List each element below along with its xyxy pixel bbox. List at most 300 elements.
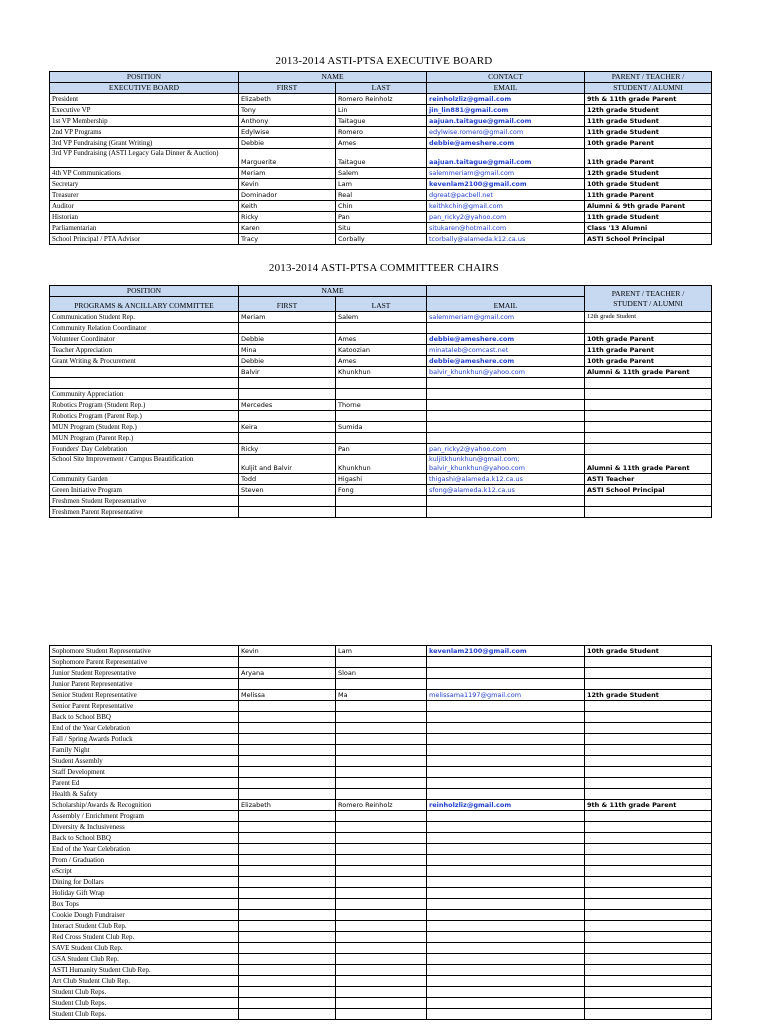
role-cell bbox=[585, 877, 712, 888]
role-cell bbox=[585, 811, 712, 822]
table-row bbox=[50, 485, 712, 496]
position-cell: Back to School BBQ bbox=[50, 833, 239, 844]
first-name-cell: Todd bbox=[239, 474, 336, 485]
header-last: LAST bbox=[336, 297, 427, 312]
email-line[interactable]: balvir_khunkhun@yahoo.com bbox=[429, 464, 525, 472]
last-name-cell bbox=[336, 943, 427, 954]
first-name-cell bbox=[239, 712, 336, 723]
first-name-cell bbox=[239, 389, 336, 400]
email-cell bbox=[427, 954, 585, 965]
position-cell: Back to School BBQ bbox=[50, 712, 239, 723]
role-cell bbox=[585, 679, 712, 690]
last-name-cell bbox=[336, 822, 427, 833]
position-cell: Senior Parent Representative bbox=[50, 701, 239, 712]
first-name-cell bbox=[239, 987, 336, 998]
email-cell bbox=[427, 844, 585, 855]
email-cell bbox=[427, 745, 585, 756]
email-cell bbox=[427, 422, 585, 433]
table-row bbox=[50, 690, 712, 701]
position-cell: Diversity & Inclusiveness bbox=[50, 822, 239, 833]
first-name-cell bbox=[239, 910, 336, 921]
first-name-cell bbox=[239, 998, 336, 1009]
last-name-cell bbox=[336, 712, 427, 723]
table-row bbox=[50, 701, 712, 712]
table-row bbox=[50, 455, 712, 474]
first-name-cell: Mina bbox=[239, 345, 336, 356]
position-cell: Parliamentarian bbox=[50, 223, 239, 234]
email-cell bbox=[427, 855, 585, 866]
email-cell[interactable]: tcorbally@alameda.k12.ca.us bbox=[427, 234, 585, 245]
committee-chairs-continued-table bbox=[49, 645, 712, 1020]
email-cell bbox=[427, 932, 585, 943]
email-cell bbox=[427, 507, 585, 518]
email-cell bbox=[427, 987, 585, 998]
last-name-cell: Fong bbox=[336, 485, 427, 496]
first-name-cell bbox=[239, 811, 336, 822]
table-row bbox=[50, 94, 712, 105]
first-name-cell bbox=[239, 378, 336, 389]
role-cell: ASTI Teacher bbox=[585, 474, 712, 485]
table-row bbox=[50, 127, 712, 138]
first-name-cell bbox=[239, 679, 336, 690]
email-cell bbox=[427, 888, 585, 899]
table-row bbox=[50, 474, 712, 485]
position-cell: Student Club Reps. bbox=[50, 998, 239, 1009]
email-cell[interactable]: salemmeriam@gmail.com bbox=[427, 312, 585, 323]
first-name-cell: Anthony bbox=[239, 116, 336, 127]
position-cell: Assembly / Enrichment Program bbox=[50, 811, 239, 822]
role-cell bbox=[585, 998, 712, 1009]
role-cell: 11th grade Student bbox=[585, 127, 712, 138]
last-name-cell: Khunkhun bbox=[336, 455, 427, 474]
position-cell: Junior Parent Representative bbox=[50, 679, 239, 690]
position-cell: Green Initiative Program bbox=[50, 485, 239, 496]
email-line[interactable]: kuljitkhunkhun@gmail.com; bbox=[429, 455, 520, 463]
email-cell[interactable]: debbie@ameshere.com bbox=[427, 334, 585, 345]
role-cell bbox=[585, 496, 712, 507]
email-cell[interactable]: keithkchin@gmail.com bbox=[427, 201, 585, 212]
position-cell: Holiday Gift Wrap bbox=[50, 888, 239, 899]
role-cell bbox=[585, 756, 712, 767]
last-name-cell: Katoozian bbox=[336, 345, 427, 356]
first-name-cell: Mercedes bbox=[239, 400, 336, 411]
table-row bbox=[50, 1009, 712, 1020]
table-row bbox=[50, 422, 712, 433]
first-name-cell bbox=[239, 756, 336, 767]
role-cell bbox=[585, 323, 712, 334]
table-row bbox=[50, 201, 712, 212]
role-cell bbox=[585, 767, 712, 778]
email-cell[interactable]: dgreat@pacbell.net bbox=[427, 190, 585, 201]
table-row bbox=[50, 334, 712, 345]
first-name-cell: Karen bbox=[239, 223, 336, 234]
header-email: EMAIL bbox=[427, 83, 585, 94]
role-cell bbox=[585, 954, 712, 965]
email-cell[interactable]: kevenlam2100@gmail.com bbox=[427, 179, 585, 190]
last-name-cell bbox=[336, 679, 427, 690]
table-row bbox=[50, 976, 712, 987]
last-name-cell: Ames bbox=[336, 138, 427, 149]
first-name-cell: Tracy bbox=[239, 234, 336, 245]
table-row bbox=[50, 679, 712, 690]
position-cell: 3rd VP Fundraising (ASTI Legacy Gala Dinner & Auction) bbox=[50, 149, 239, 168]
executive-board-table bbox=[49, 71, 712, 245]
email-cell bbox=[427, 668, 585, 679]
email-cell[interactable]: aajuan.taitague@gmail.com bbox=[427, 149, 585, 168]
position-cell: Sophomore Parent Representative bbox=[50, 657, 239, 668]
last-name-cell bbox=[336, 921, 427, 932]
role-cell: Alumni & 9th grade Parent bbox=[585, 201, 712, 212]
last-name-cell: Chin bbox=[336, 201, 427, 212]
email-cell bbox=[427, 712, 585, 723]
role-cell bbox=[585, 855, 712, 866]
email-cell bbox=[427, 767, 585, 778]
first-name-cell bbox=[239, 657, 336, 668]
role-cell: 9th & 11th grade Parent bbox=[585, 94, 712, 105]
first-name-cell bbox=[239, 943, 336, 954]
position-cell: Sophomore Student Representative bbox=[50, 646, 239, 657]
role-cell bbox=[585, 976, 712, 987]
role-cell bbox=[585, 378, 712, 389]
first-name-cell: Melissa bbox=[239, 690, 336, 701]
role-cell: Class '13 Alumni bbox=[585, 223, 712, 234]
first-name-cell: Balvir bbox=[239, 367, 336, 378]
first-name-cell bbox=[239, 833, 336, 844]
first-name-cell: Meriam bbox=[239, 312, 336, 323]
last-name-cell bbox=[336, 433, 427, 444]
email-cell bbox=[427, 965, 585, 976]
last-name-cell: Romero Reinholz bbox=[336, 800, 427, 811]
role-cell: 12th grade Student bbox=[585, 105, 712, 116]
last-name-cell: Sumida bbox=[336, 422, 427, 433]
position-cell: 1st VP Membership bbox=[50, 116, 239, 127]
first-name-cell: Debbie bbox=[239, 334, 336, 345]
last-name-cell: Situ bbox=[336, 223, 427, 234]
email-cell[interactable]: aajuan.taitague@gmail.com bbox=[427, 116, 585, 127]
table-row bbox=[50, 789, 712, 800]
first-name-cell: Kevin bbox=[239, 646, 336, 657]
last-name-cell bbox=[336, 954, 427, 965]
first-name-cell bbox=[239, 323, 336, 334]
first-name-cell bbox=[239, 411, 336, 422]
role-cell bbox=[585, 745, 712, 756]
role-cell bbox=[585, 789, 712, 800]
email-cell bbox=[427, 679, 585, 690]
header-position: POSITION bbox=[50, 72, 239, 83]
email-cell[interactable]: reinholzliz@gmail.com bbox=[427, 800, 585, 811]
table-row bbox=[50, 646, 712, 657]
last-name-cell: Salem bbox=[336, 168, 427, 179]
table-row bbox=[50, 323, 712, 334]
table-row bbox=[50, 954, 712, 965]
email-cell[interactable]: pan_ricky2@yahoo.com bbox=[427, 444, 585, 455]
table-row bbox=[50, 356, 712, 367]
email-cell[interactable]: minataleb@comcast.net bbox=[427, 345, 585, 356]
role-cell bbox=[585, 987, 712, 998]
last-name-cell: Lam bbox=[336, 179, 427, 190]
position-cell: Secretary bbox=[50, 179, 239, 190]
email-cell[interactable]: balvir_khunkhun@yahoo.com bbox=[427, 367, 585, 378]
role-cell bbox=[585, 888, 712, 899]
email-cell[interactable]: debbie@ameshere.com bbox=[427, 356, 585, 367]
position-cell: Teacher Appreciation bbox=[50, 345, 239, 356]
table-row bbox=[50, 965, 712, 976]
table-row bbox=[50, 767, 712, 778]
position-cell: Founders' Day Celebration bbox=[50, 444, 239, 455]
role-cell bbox=[585, 400, 712, 411]
first-name-cell: Kuljit and Balvir bbox=[239, 455, 336, 474]
position-cell: Treasurer bbox=[50, 190, 239, 201]
email-cell bbox=[427, 833, 585, 844]
table-row bbox=[50, 987, 712, 998]
role-cell: 9th & 11th grade Parent bbox=[585, 800, 712, 811]
first-name-cell bbox=[239, 899, 336, 910]
last-name-cell bbox=[336, 976, 427, 987]
position-cell: Robotics Program (Parent Rep.) bbox=[50, 411, 239, 422]
role-cell: 10th grade Parent bbox=[585, 138, 712, 149]
table-row bbox=[50, 899, 712, 910]
first-name-cell: Elizabeth bbox=[239, 800, 336, 811]
last-name-cell: Sloan bbox=[336, 668, 427, 679]
first-name-cell: Debbie bbox=[239, 138, 336, 149]
table-row bbox=[50, 411, 712, 422]
email-cell[interactable]: pan_ricky2@yahoo.com bbox=[427, 212, 585, 223]
last-name-cell bbox=[336, 507, 427, 518]
first-name-cell: Ricky bbox=[239, 212, 336, 223]
first-name-cell bbox=[239, 932, 336, 943]
committee-chairs-title: 2013-2014 ASTI-PTSA COMMITTEER CHAIRS bbox=[268, 262, 500, 274]
role-cell: 10th grade Student bbox=[585, 646, 712, 657]
last-name-cell bbox=[336, 965, 427, 976]
header-name: NAME bbox=[239, 286, 427, 297]
position-cell: Community Relation Coordinator bbox=[50, 323, 239, 334]
position-cell: Junior Student Representative bbox=[50, 668, 239, 679]
first-name-cell: Keira bbox=[239, 422, 336, 433]
last-name-cell: Ames bbox=[336, 356, 427, 367]
position-cell: Staff Development bbox=[50, 767, 239, 778]
table-row bbox=[50, 168, 712, 179]
first-name-cell: Dominador bbox=[239, 190, 336, 201]
role-cell: 10th grade Parent bbox=[585, 334, 712, 345]
first-name-cell bbox=[239, 701, 336, 712]
table-row bbox=[50, 745, 712, 756]
role-cell bbox=[585, 668, 712, 679]
position-cell: 2nd VP Programs bbox=[50, 127, 239, 138]
last-name-cell: Taitague bbox=[336, 116, 427, 127]
table-row bbox=[50, 811, 712, 822]
first-name-cell bbox=[239, 844, 336, 855]
last-name-cell: Real bbox=[336, 190, 427, 201]
last-name-cell bbox=[336, 855, 427, 866]
first-name-cell bbox=[239, 888, 336, 899]
position-cell: Freshmen Parent Representative bbox=[50, 507, 239, 518]
first-name-cell bbox=[239, 877, 336, 888]
email-cell[interactable]: reinholzliz@gmail.com bbox=[427, 94, 585, 105]
last-name-cell bbox=[336, 899, 427, 910]
position-cell: Student Assembly bbox=[50, 756, 239, 767]
position-cell: ASTI Humanity Student Club Rep. bbox=[50, 965, 239, 976]
email-cell[interactable]: kevenlam2100@gmail.com bbox=[427, 646, 585, 657]
position-cell: Executive VP bbox=[50, 105, 239, 116]
first-name-cell: Aryana bbox=[239, 668, 336, 679]
last-name-cell: Taitague bbox=[336, 149, 427, 168]
role-cell: 11th grade Parent bbox=[585, 190, 712, 201]
position-cell: Scholarship/Awards & Recognition bbox=[50, 800, 239, 811]
table-row bbox=[50, 190, 712, 201]
role-cell: ASTI School Principal bbox=[585, 234, 712, 245]
table-row bbox=[50, 657, 712, 668]
email-cell[interactable]: edylwise.romero@gmail.com bbox=[427, 127, 585, 138]
table-row bbox=[50, 345, 712, 356]
role-cell bbox=[585, 1009, 712, 1020]
header-position: POSITION bbox=[50, 286, 239, 297]
table-row bbox=[50, 378, 712, 389]
first-name-cell: Marguerite bbox=[239, 149, 336, 168]
position-cell: Interact Student Club Rep. bbox=[50, 921, 239, 932]
table-row bbox=[50, 234, 712, 245]
table-row bbox=[50, 116, 712, 127]
first-name-cell bbox=[239, 745, 336, 756]
position-cell: President bbox=[50, 94, 239, 105]
table-row bbox=[50, 888, 712, 899]
last-name-cell bbox=[336, 723, 427, 734]
table-row bbox=[50, 223, 712, 234]
email-cell[interactable]: debbie@ameshere.com bbox=[427, 138, 585, 149]
last-name-cell: Corbally bbox=[336, 234, 427, 245]
first-name-cell bbox=[239, 822, 336, 833]
last-name-cell bbox=[336, 1009, 427, 1020]
last-name-cell bbox=[336, 378, 427, 389]
last-name-cell: Thorne bbox=[336, 400, 427, 411]
last-name-cell bbox=[336, 877, 427, 888]
email-cell bbox=[427, 976, 585, 987]
position-cell: Auditor bbox=[50, 201, 239, 212]
first-name-cell bbox=[239, 433, 336, 444]
role-cell bbox=[585, 422, 712, 433]
last-name-cell: Pan bbox=[336, 444, 427, 455]
position-cell: MUN Program (Student Rep.) bbox=[50, 422, 239, 433]
table-row bbox=[50, 507, 712, 518]
email-cell bbox=[427, 943, 585, 954]
last-name-cell bbox=[336, 767, 427, 778]
position-cell: End of the Year Celebration bbox=[50, 723, 239, 734]
role-cell: 11th grade Parent bbox=[585, 149, 712, 168]
table-row bbox=[50, 734, 712, 745]
table-row bbox=[50, 496, 712, 507]
first-name-cell: Kevin bbox=[239, 179, 336, 190]
first-name-cell bbox=[239, 507, 336, 518]
last-name-cell bbox=[336, 778, 427, 789]
position-cell: Volunteer Coordinator bbox=[50, 334, 239, 345]
role-cell bbox=[585, 932, 712, 943]
position-cell: School Site Improvement / Campus Beautification bbox=[50, 455, 239, 474]
last-name-cell: Higashi bbox=[336, 474, 427, 485]
table-row bbox=[50, 312, 712, 323]
last-name-cell: Ma bbox=[336, 690, 427, 701]
email-cell bbox=[427, 789, 585, 800]
header-first: FIRST bbox=[239, 83, 336, 94]
first-name-cell bbox=[239, 767, 336, 778]
position-cell: Cookie Dough Fundraiser bbox=[50, 910, 239, 921]
email-cell bbox=[427, 323, 585, 334]
header-parent-line2: STUDENT / ALUMNI bbox=[613, 298, 683, 308]
email-cell bbox=[427, 734, 585, 745]
role-cell bbox=[585, 833, 712, 844]
email-cell[interactable]: thigashi@alameda.k12.ca.us bbox=[427, 474, 585, 485]
position-cell bbox=[50, 367, 239, 378]
last-name-cell bbox=[336, 323, 427, 334]
table-row bbox=[50, 756, 712, 767]
table-row bbox=[50, 138, 712, 149]
header-executive-board: EXECUTIVE BOARD bbox=[50, 83, 239, 94]
role-cell: 10th grade Parent bbox=[585, 356, 712, 367]
position-cell: Freshmen Student Representative bbox=[50, 496, 239, 507]
role-cell bbox=[585, 778, 712, 789]
last-name-cell: Khunkhun bbox=[336, 367, 427, 378]
position-cell: eScript bbox=[50, 866, 239, 877]
last-name-cell bbox=[336, 910, 427, 921]
email-cell[interactable] bbox=[427, 455, 585, 474]
email-cell bbox=[427, 756, 585, 767]
email-cell[interactable]: jin_lin881@gmail.com bbox=[427, 105, 585, 116]
email-cell bbox=[427, 866, 585, 877]
role-cell bbox=[585, 657, 712, 668]
table-row bbox=[50, 932, 712, 943]
table-row bbox=[50, 433, 712, 444]
role-cell bbox=[585, 411, 712, 422]
role-cell: 11th grade Student bbox=[585, 116, 712, 127]
role-cell bbox=[585, 723, 712, 734]
email-cell[interactable]: sfong@alameda.k12.ca.us bbox=[427, 485, 585, 496]
email-cell[interactable]: situkaren@hotmail.com bbox=[427, 223, 585, 234]
email-cell[interactable]: salemmeriam@gmail.com bbox=[427, 168, 585, 179]
position-cell: Art Club Student Club Rep. bbox=[50, 976, 239, 987]
table-row bbox=[50, 444, 712, 455]
first-name-cell bbox=[239, 789, 336, 800]
email-cell bbox=[427, 998, 585, 1009]
position-cell: Red Cross Student Club Rep. bbox=[50, 932, 239, 943]
role-cell bbox=[585, 921, 712, 932]
first-name-cell bbox=[239, 976, 336, 987]
email-cell bbox=[427, 389, 585, 400]
table-row bbox=[50, 212, 712, 223]
first-name-cell bbox=[239, 1009, 336, 1020]
role-cell: 12th grade Student bbox=[585, 168, 712, 179]
table-row bbox=[50, 800, 712, 811]
position-cell: Robotics Program (Student Rep.) bbox=[50, 400, 239, 411]
header-parent-line1: PARENT / TEACHER / bbox=[611, 288, 685, 298]
position-cell: 4th VP Communications bbox=[50, 168, 239, 179]
table-row bbox=[50, 943, 712, 954]
last-name-cell bbox=[336, 888, 427, 899]
table-row bbox=[50, 822, 712, 833]
role-cell: ASTI School Principal bbox=[585, 485, 712, 496]
header-student-alumni: STUDENT / ALUMNI bbox=[585, 83, 712, 94]
position-cell: SAVE Student Club Rep. bbox=[50, 943, 239, 954]
first-name-cell bbox=[239, 954, 336, 965]
first-name-cell: Ricky bbox=[239, 444, 336, 455]
email-cell[interactable]: melissama1197@gmail.com bbox=[427, 690, 585, 701]
last-name-cell: Lin bbox=[336, 105, 427, 116]
last-name-cell bbox=[336, 811, 427, 822]
header-blank bbox=[427, 286, 585, 297]
last-name-cell bbox=[336, 844, 427, 855]
last-name-cell bbox=[336, 389, 427, 400]
table-row bbox=[50, 389, 712, 400]
position-cell: Community Appreciation bbox=[50, 389, 239, 400]
first-name-cell bbox=[239, 723, 336, 734]
header-programs: PROGRAMS & ANCILLARY COMMITTEE bbox=[50, 297, 239, 312]
